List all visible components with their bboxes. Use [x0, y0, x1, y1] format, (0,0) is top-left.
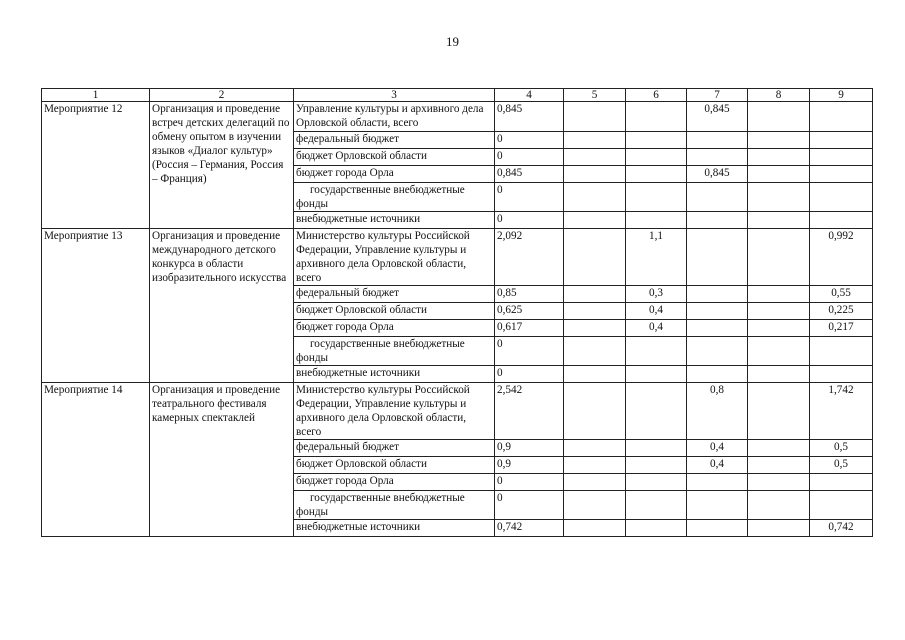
value-cell-col9: [810, 166, 873, 183]
value-cell-col6: [626, 183, 687, 212]
value-cell-col5: [564, 102, 626, 132]
value-cell-col9: 1,742: [810, 383, 873, 440]
value-cell-col7: 0,4: [687, 440, 748, 457]
value-cell-col8: [748, 440, 810, 457]
value-cell-col9: [810, 149, 873, 166]
funding-source: государственные внебюджетные фонды: [294, 491, 495, 520]
value-cell-col5: [564, 132, 626, 149]
value-cell-col5: [564, 383, 626, 440]
funding-source: бюджет Орловской области: [294, 303, 495, 320]
value-cell-col7: 0,8: [687, 383, 748, 440]
funding-source: бюджет города Орла: [294, 474, 495, 491]
value-cell-col9: 0,55: [810, 286, 873, 303]
value-cell-col7: [687, 491, 748, 520]
value-cell-col9: [810, 212, 873, 229]
event-name: Мероприятие 14: [42, 383, 150, 537]
value-cell-col6: [626, 132, 687, 149]
value-cell-col9: 0,225: [810, 303, 873, 320]
header-cell: 9: [810, 89, 873, 102]
value-cell-col8: [748, 474, 810, 491]
value-cell-col9: 0,742: [810, 520, 873, 537]
funding-source: федеральный бюджет: [294, 132, 495, 149]
value-cell-col4: 2,092: [495, 229, 564, 286]
value-cell-col5: [564, 149, 626, 166]
value-cell-col4: 0: [495, 337, 564, 366]
event-name: Мероприятие 12: [42, 102, 150, 229]
value-cell-col8: [748, 183, 810, 212]
value-cell-col6: [626, 149, 687, 166]
value-cell-col6: [626, 212, 687, 229]
value-cell-col8: [748, 491, 810, 520]
value-cell-col7: [687, 366, 748, 383]
table-row: [42, 229, 873, 286]
value-cell-col5: [564, 474, 626, 491]
value-cell-col6: [626, 102, 687, 132]
value-cell-col4: 0: [495, 149, 564, 166]
event-title: Организация и проведение международного детского конкурса в области изобразительного искусства: [150, 229, 294, 383]
funding-source: бюджет Орловской области: [294, 149, 495, 166]
value-cell-col8: [748, 366, 810, 383]
value-cell-col7: [687, 320, 748, 337]
header-cell: 1: [42, 89, 150, 102]
program-table: [41, 88, 873, 537]
value-cell-col8: [748, 166, 810, 183]
value-cell-col6: 1,1: [626, 229, 687, 286]
funding-source: государственные внебюджетные фонды: [294, 183, 495, 212]
value-cell-col4: 0: [495, 183, 564, 212]
value-cell-col9: [810, 183, 873, 212]
funding-source: внебюджетные источники: [294, 520, 495, 537]
value-cell-col5: [564, 183, 626, 212]
value-cell-col6: [626, 166, 687, 183]
value-cell-col8: [748, 286, 810, 303]
value-cell-col9: [810, 102, 873, 132]
value-cell-col6: [626, 457, 687, 474]
value-cell-col4: 0,742: [495, 520, 564, 537]
funding-source: внебюджетные источники: [294, 366, 495, 383]
value-cell-col6: 0,4: [626, 303, 687, 320]
value-cell-col8: [748, 520, 810, 537]
table-row: [42, 102, 873, 132]
value-cell-col4: 0,617: [495, 320, 564, 337]
value-cell-col8: [748, 303, 810, 320]
value-cell-col5: [564, 286, 626, 303]
value-cell-col7: 0,845: [687, 166, 748, 183]
value-cell-col6: [626, 520, 687, 537]
header-cell: 5: [564, 89, 626, 102]
value-cell-col6: [626, 337, 687, 366]
funding-source: государственные внебюджетные фонды: [294, 337, 495, 366]
value-cell-col7: [687, 229, 748, 286]
header-cell: 8: [748, 89, 810, 102]
value-cell-col6: [626, 440, 687, 457]
value-cell-col6: [626, 491, 687, 520]
header-row: [42, 89, 873, 102]
value-cell-col9: 0,992: [810, 229, 873, 286]
value-cell-col5: [564, 440, 626, 457]
value-cell-col6: [626, 366, 687, 383]
value-cell-col5: [564, 212, 626, 229]
header-cell: 6: [626, 89, 687, 102]
table-row: [42, 383, 873, 440]
value-cell-col8: [748, 457, 810, 474]
value-cell-col4: 0,625: [495, 303, 564, 320]
funding-source: Министерство культуры Российской Федерации, Управление культуры и архивного дела Орловской области, всего: [294, 383, 495, 440]
value-cell-col6: [626, 474, 687, 491]
value-cell-col7: [687, 303, 748, 320]
value-cell-col8: [748, 212, 810, 229]
value-cell-col6: 0,3: [626, 286, 687, 303]
funding-source: бюджет города Орла: [294, 166, 495, 183]
value-cell-col5: [564, 229, 626, 286]
value-cell-col8: [748, 132, 810, 149]
funding-source: федеральный бюджет: [294, 286, 495, 303]
value-cell-col5: [564, 320, 626, 337]
value-cell-col9: [810, 474, 873, 491]
value-cell-col4: 0,845: [495, 166, 564, 183]
value-cell-col5: [564, 457, 626, 474]
value-cell-col7: [687, 520, 748, 537]
value-cell-col6: 0,4: [626, 320, 687, 337]
header-cell: 2: [150, 89, 294, 102]
funding-source: внебюджетные источники: [294, 212, 495, 229]
value-cell-col8: [748, 320, 810, 337]
value-cell-col7: [687, 183, 748, 212]
value-cell-col4: 0: [495, 212, 564, 229]
value-cell-col4: 0: [495, 474, 564, 491]
page-number: 19: [446, 34, 459, 49]
value-cell-col8: [748, 102, 810, 132]
funding-source: Управление культуры и архивного дела Орловской области, всего: [294, 102, 495, 132]
value-cell-col7: 0,4: [687, 457, 748, 474]
value-cell-col8: [748, 337, 810, 366]
value-cell-col6: [626, 383, 687, 440]
value-cell-col4: 0: [495, 132, 564, 149]
funding-source: бюджет города Орла: [294, 320, 495, 337]
value-cell-col5: [564, 303, 626, 320]
header-cell: 4: [495, 89, 564, 102]
value-cell-col5: [564, 520, 626, 537]
value-cell-col4: 0,9: [495, 440, 564, 457]
event-title: Организация и проведение встреч детских делегаций по обмену опытом в изучении языков «Диалог культур» (Россия – Германия, Россия – Франция): [150, 102, 294, 229]
event-title: Организация и проведение театрального фестиваля камерных спектаклей: [150, 383, 294, 537]
value-cell-col9: [810, 491, 873, 520]
value-cell-col4: 0,85: [495, 286, 564, 303]
value-cell-col9: 0,217: [810, 320, 873, 337]
funding-source: Министерство культуры Российской Федерации, Управление культуры и архивного дела Орловской области, всего: [294, 229, 495, 286]
value-cell-col4: 0,9: [495, 457, 564, 474]
value-cell-col8: [748, 149, 810, 166]
value-cell-col7: 0,845: [687, 102, 748, 132]
value-cell-col7: [687, 132, 748, 149]
funding-source: бюджет Орловской области: [294, 457, 495, 474]
value-cell-col5: [564, 166, 626, 183]
funding-source: федеральный бюджет: [294, 440, 495, 457]
value-cell-col4: 0: [495, 491, 564, 520]
value-cell-col7: [687, 337, 748, 366]
header-cell: 3: [294, 89, 495, 102]
value-cell-col9: [810, 337, 873, 366]
value-cell-col5: [564, 337, 626, 366]
value-cell-col9: 0,5: [810, 440, 873, 457]
value-cell-col7: [687, 474, 748, 491]
header-cell: 7: [687, 89, 748, 102]
value-cell-col5: [564, 491, 626, 520]
value-cell-col7: [687, 149, 748, 166]
value-cell-col9: [810, 132, 873, 149]
event-name: Мероприятие 13: [42, 229, 150, 383]
value-cell-col4: 0: [495, 366, 564, 383]
value-cell-col8: [748, 229, 810, 286]
value-cell-col5: [564, 366, 626, 383]
value-cell-col7: [687, 286, 748, 303]
value-cell-col7: [687, 212, 748, 229]
value-cell-col9: 0,5: [810, 457, 873, 474]
value-cell-col4: 2,542: [495, 383, 564, 440]
value-cell-col8: [748, 383, 810, 440]
value-cell-col4: 0,845: [495, 102, 564, 132]
value-cell-col9: [810, 366, 873, 383]
